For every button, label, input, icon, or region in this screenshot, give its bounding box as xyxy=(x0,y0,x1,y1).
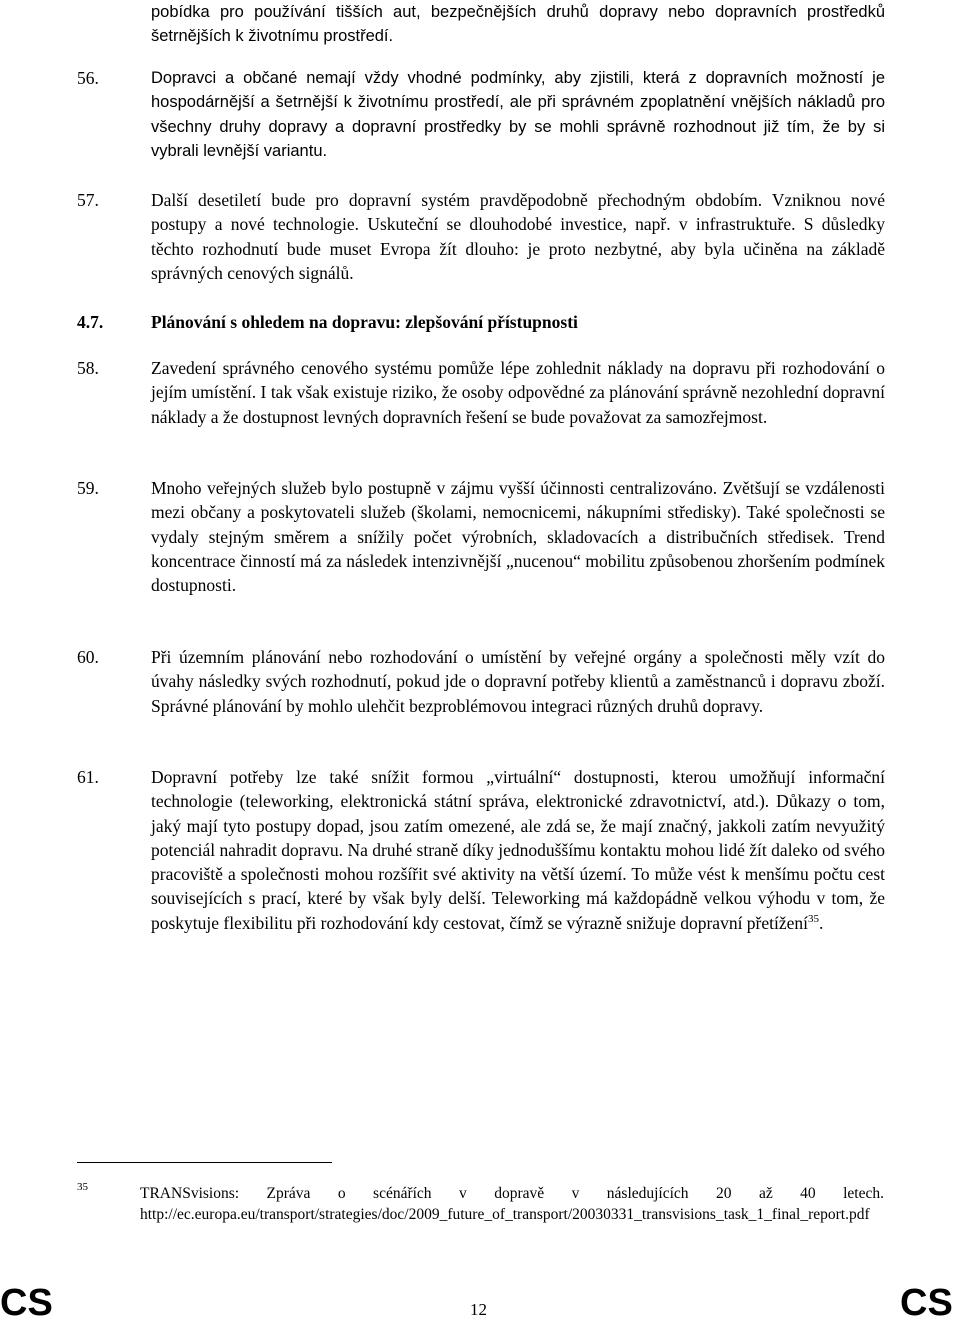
paragraph-trailing-punctuation: . xyxy=(819,912,824,933)
paragraph-number: 61. xyxy=(77,767,99,787)
paragraph-number: 57. xyxy=(77,190,99,210)
paragraph-text: Mnoho veřejných služeb bylo postupně v zájmu vyšší účinnosti centralizováno. Zvětšují se vzdálenosti mezi občany a poskytovateli služeb (školami, nemocnicemi, nákupními středisky). Také společnosti se vydaly stejným směrem a snížily počet výrobních, skladovacích a distribučních středisek. Trend koncentrace činností má za následek intenzivnější „nucenou“ mobilitu způsobenou zhoršením podmínek dostupnosti. xyxy=(151,478,885,596)
footer-language-right: CS xyxy=(900,1282,953,1324)
footnote-divider xyxy=(77,1162,332,1163)
section-heading-title: Plánování s ohledem na dopravu: zlepšování přístupnosti xyxy=(151,312,578,332)
paragraph-text: Dopravci a občané nemají vždy vhodné podmínky, aby zjistili, která z dopravních možností je hospodárnější a šetrnější k životnímu prostředí, ale při správném zpoplatnění vnějších nákladů pro všechny druhy dopravy a dopravní prostředky by se mohli správně rozhodnout již tím, že by si vybrali levnější variantu. xyxy=(151,69,885,160)
paragraph-text xyxy=(151,765,885,935)
footnote-reference[interactable]: 35 xyxy=(808,912,820,925)
footnote-text: TRANSvisions: Zpráva o scénářích v dopravě v následujících 20 až 40 letech. http://ec.europa.eu/transport/strategies/doc/2009_future_of_transport/20030331_transvisions_task_1_final_report.pdf xyxy=(140,1185,884,1223)
section-heading-number: 4.7. xyxy=(77,312,104,332)
page-number: 12 xyxy=(470,1300,487,1319)
paragraph-text: pobídka pro používání tišších aut, bezpečnějších druhů dopravy nebo dopravních prostředků šetrnějších k životnímu prostředí. xyxy=(151,3,885,46)
paragraph-text: Zavedení správného cenového systému pomůže lépe zohlednit náklady na dopravu při rozhodování o jejím umístění. I tak však existuje riziko, že osoby odpovědné za plánování správně nezohlední dopravní náklady a že dostupnost levných dopravních řešení se bude považovat za samozřejmost. xyxy=(151,358,885,427)
paragraph-number: 56. xyxy=(77,68,99,88)
paragraph-text: Další desetiletí bude pro dopravní systém pravděpodobně přechodným obdobím. Vzniknou nové postupy a nové technologie. Uskuteční se dlouhodobé investice, např. v infrastruktuře. S důsledky těchto rozhodnutí bude muset Evropa žít dlouho: je proto nezbytné, aby byla učiněna na základě správných cenových signálů. xyxy=(151,190,885,283)
paragraph-number: 60. xyxy=(77,647,99,667)
paragraph-body: Dopravní potřeby lze také snížit formou „virtuální“ dostupnosti, kterou umožňují informační technologie (teleworking, elektronická státní správa, elektronické zdravotnictví, atd.). Důkazy o tom, jaký mají tyto postupy dopad, jsou zatím omezené, ale zdá se, že mají značný, jakkoli zatím nevyužitý potenciál nahradit dopravu. Na druhé straně díky jednoduššímu kontaktu mohou lidé žít daleko od svého pracoviště a společnosti mohou rozšířit své aktivity na větší území. To může vést k menšímu počtu cest souvisejících s prací, které by však byly delší. Teleworking má každopádně velkou výhodu v tom, že poskytuje flexibilitu při rozhodování kdy cestovat, čímž se výrazně snižuje dopravní přetížení xyxy=(151,767,885,933)
footer-language-left: CS xyxy=(0,1282,53,1324)
paragraph-number: 58. xyxy=(77,358,99,378)
footnote-number: 35 xyxy=(77,1181,88,1193)
paragraph-number: 59. xyxy=(77,478,99,498)
paragraph-text: Při územním plánování nebo rozhodování o umístění by veřejné orgány a společnosti měly vzít do úvahy následky svých rozhodnutí, pokud jde o dopravní potřeby klientů a zaměstnanců i dopravu zboží. Správné plánování by mohlo ulehčit bezproblémovou integraci různých druhů dopravy. xyxy=(151,647,885,716)
